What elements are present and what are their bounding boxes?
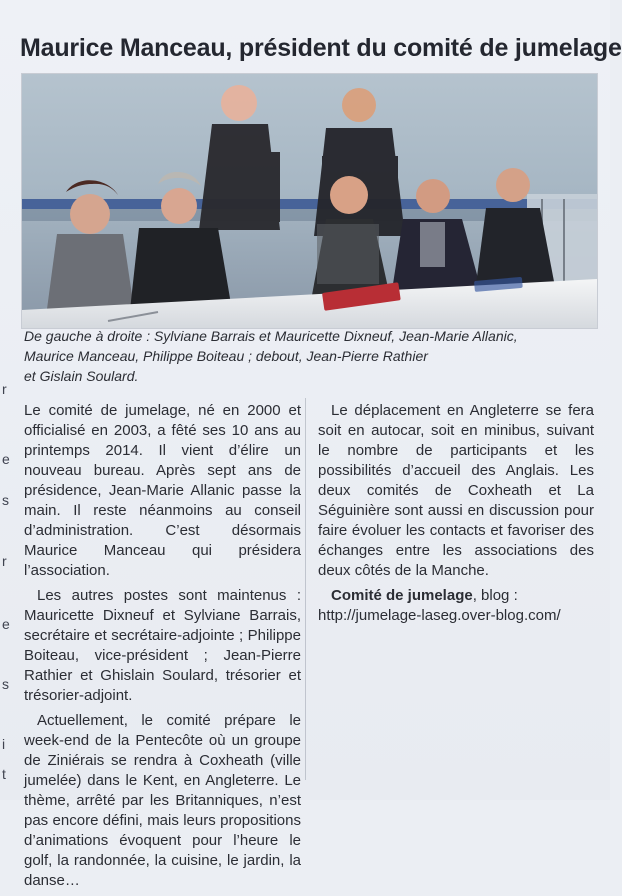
margin-letter: s — [2, 492, 9, 508]
article-headline: Maurice Manceau, président du comité de jumelage — [20, 34, 622, 62]
margin-letter: r — [2, 553, 7, 569]
margin-letter: e — [2, 451, 10, 467]
margin-letter: e — [2, 616, 10, 632]
margin-letter: i — [2, 736, 6, 752]
group-photo-illustration — [22, 74, 597, 328]
column-separator — [305, 398, 306, 780]
article-paragraph: Les autres postes sont maintenus : Mauricette Dixneuf et Sylviane Barrais, secrétaire et secrétaire-adjointe ; Philippe Boiteau, vice-président ; Jean-Pierre Rathier et Ghislain Soulard, trésorier et trésorier-adjoint. — [24, 587, 301, 704]
margin-letter: s — [2, 676, 9, 692]
article-paragraph: Actuellement, le comité prépare le week-end de la Pentecôte où un groupe de Ziniérais se rendra à Coxheath (ville jumelée) dans le Kent, en Angleterre. Le thème, arrêté par les Britanniques, n’est pas encore défini, mais leurs propositions d’animations évoquent pour l’heure le golf, la randonnée, la cuisine, le jardin, la danse… — [24, 712, 301, 889]
group-photo — [21, 73, 598, 329]
signature-organization: Comité de jumelage — [331, 587, 473, 604]
photo-caption — [24, 326, 599, 386]
caption-line: Maurice Manceau, Philippe Boiteau ; debout, Jean-Pierre Rathier — [24, 348, 428, 364]
article-right-column — [318, 401, 594, 631]
margin-letter: t — [2, 766, 6, 782]
margin-letter: r — [2, 381, 7, 397]
article-signature — [318, 586, 594, 626]
signature-link-text: , blog : http://jumelage-laseg.over-blog.com/ — [318, 587, 561, 624]
caption-line: De gauche à droite : Sylviane Barrais et Mauricette Dixneuf, Jean-Marie Allanic, — [24, 328, 518, 344]
caption-line: et Gislain Soulard. — [24, 368, 139, 384]
article-paragraph: Le déplacement en Angleterre se fera soit en autocar, soit en minibus, suivant le nombre de participants et les possibilités d’accueil des Anglais. Les deux comités de Coxheath et La Séguinière sont aussi en discussion pour faire évoluer les contacts et favoriser des échanges entre les associations des deux côtés de la Manche. — [318, 402, 594, 579]
article-paragraph: Le comité de jumelage, né en 2000 et officialisé en 2003, a fêté ses 10 ans au printemps 2014. Il vient d’élire un nouveau bureau. Après sept ans de présidence, Jean-Marie Allanic passe la main. Il reste néanmoins au conseil d’administration. C’est désormais Maurice Manceau qui présidera l’association. — [24, 402, 301, 579]
article-left-column — [24, 401, 301, 896]
